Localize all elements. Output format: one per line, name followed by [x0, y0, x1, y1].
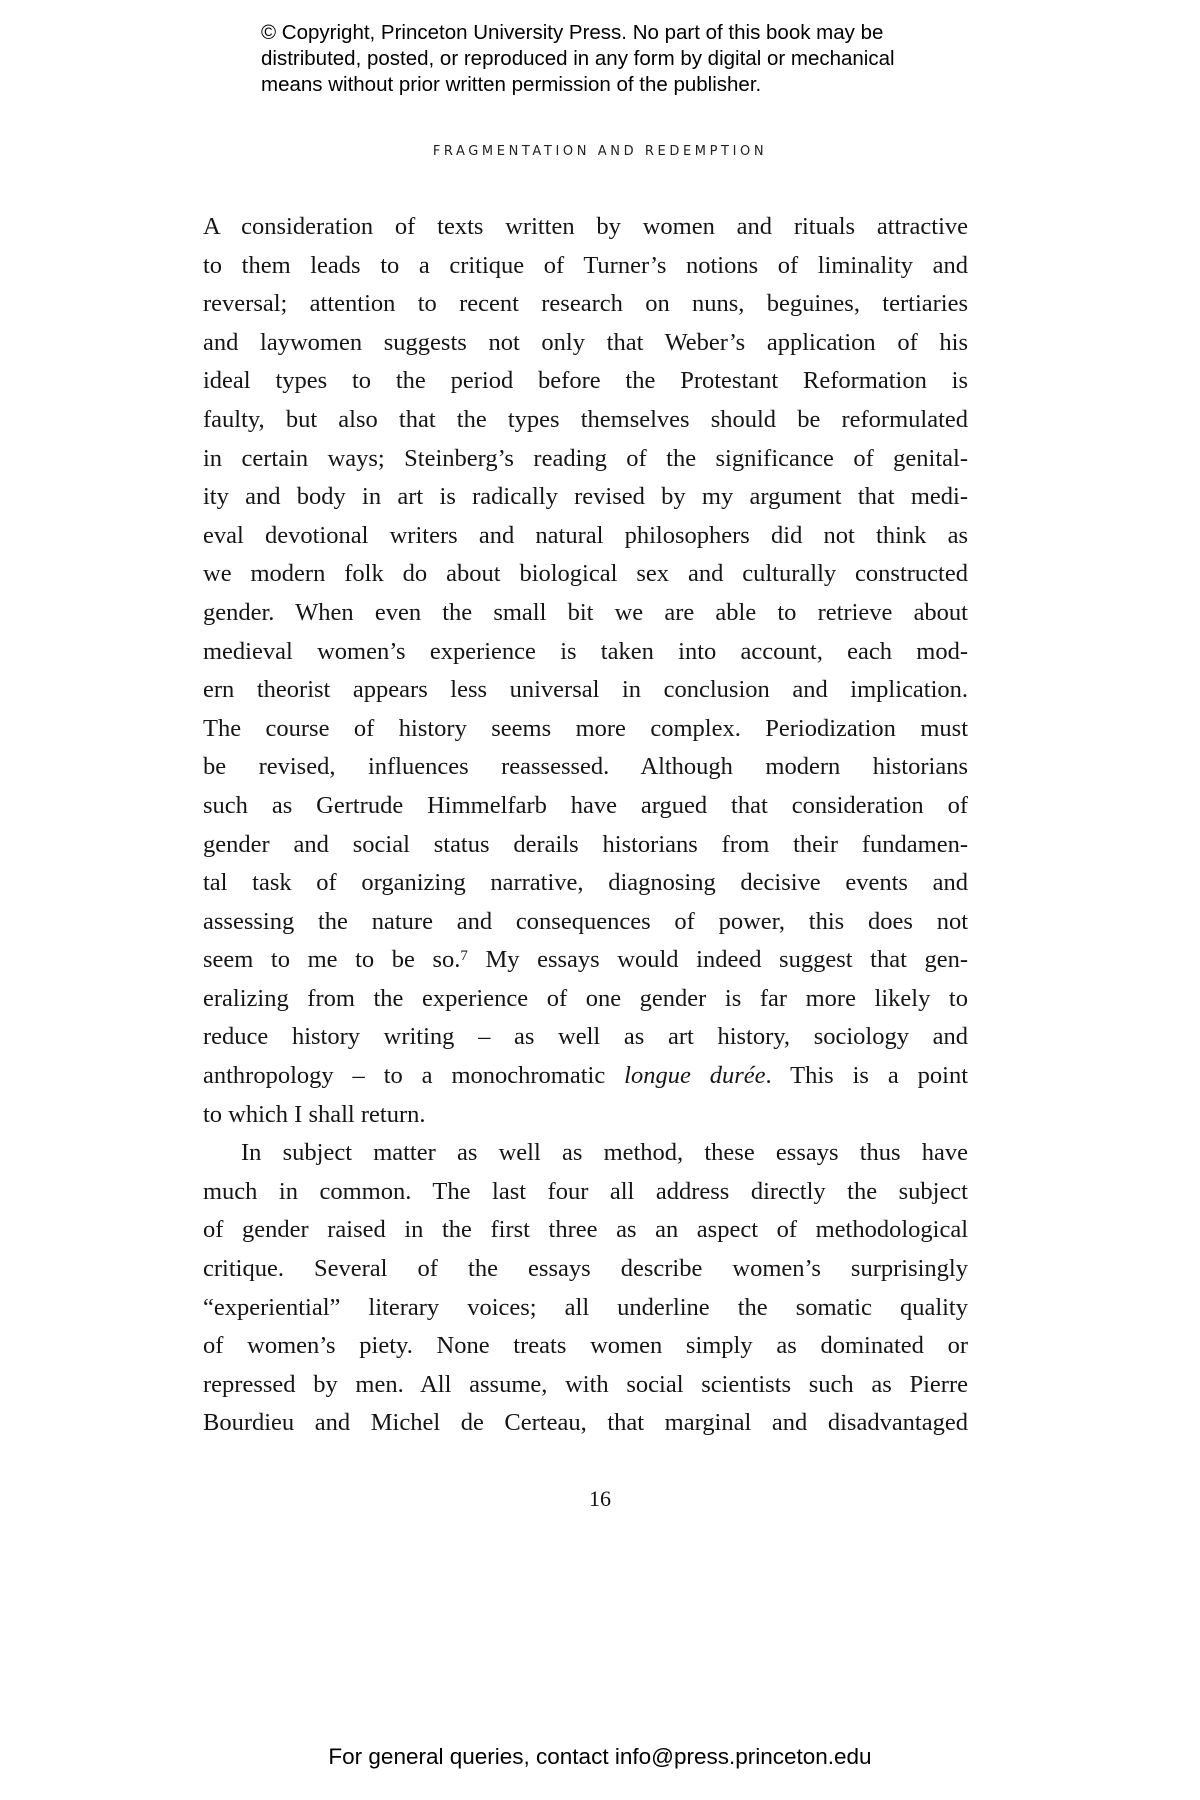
body-line: [203, 1057, 968, 1096]
body-line: we modern folk do about biological sex and culturally constructed: [203, 560, 968, 588]
body-line: Bourdieu and Michel de Certeau, that marginal and disadvantaged: [203, 1409, 968, 1437]
body-line: in certain ways; Steinberg’s reading of the significance of genital-: [203, 444, 968, 472]
body-line: much in common. The last four all address directly the subject: [203, 1177, 968, 1205]
body-line: to which I shall return.: [203, 1100, 426, 1128]
body-line: eralizing from the experience of one gender is far more likely to: [203, 984, 968, 1012]
body-line: reduce history writing – as well as art history, sociology and: [203, 1023, 968, 1051]
running-head: FRAGMENTATION AND REDEMPTION: [432, 144, 768, 159]
body-line: In subject matter as well as method, these essays thus have: [241, 1139, 968, 1167]
body-line: to them leads to a critique of Turner’s notions of liminality and: [203, 251, 968, 279]
page-number: 16: [589, 1486, 611, 1511]
text-segment: My essays would indeed suggest that gen-: [467, 946, 968, 974]
footer-contact: For general queries, contact info@press.princeton.edu: [328, 1744, 872, 1769]
body-line: assessing the nature and consequences of power, this does not: [203, 907, 968, 935]
body-line: repressed by men. All assume, with social scientists such as Pierre: [203, 1370, 968, 1398]
copyright-notice: [261, 20, 895, 98]
body-line: critique. Several of the essays describe women’s surprisingly: [203, 1255, 968, 1283]
body-line: ity and body in art is radically revised by my argument that medi-: [203, 483, 968, 511]
body-line: of gender raised in the first three as an aspect of methodological: [203, 1216, 968, 1244]
body-line: “experiential” literary voices; all underline the somatic quality: [203, 1293, 968, 1321]
footnote-marker: 7: [460, 948, 468, 965]
body-text: [203, 208, 968, 1443]
italic-text: longue durée: [624, 1062, 766, 1090]
body-line: of women’s piety. None treats women simply as dominated or: [203, 1332, 968, 1360]
body-line: A consideration of texts written by women and rituals attractive: [203, 213, 968, 240]
body-line: ideal types to the period before the Protestant Reformation is: [203, 367, 968, 395]
body-line: The course of history seems more complex. Periodization must: [203, 714, 968, 742]
text-segment: anthropology – to a monochromatic: [203, 1062, 625, 1090]
text-segment: . This is a point: [765, 1062, 968, 1090]
body-line: faulty, but also that the types themselves should be reformulated: [203, 405, 968, 433]
body-line: ern theorist appears less universal in conclusion and implication.: [203, 676, 968, 704]
body-line: gender and social status derails historians from their fundamen-: [203, 830, 968, 858]
text-segment: seem to me to be so.: [203, 946, 461, 974]
copyright-line: distributed, posted, or reproduced in any form by digital or mechanical: [261, 47, 895, 70]
body-line: tal task of organizing narrative, diagnosing decisive events and: [203, 869, 968, 897]
body-line: and laywomen suggests not only that Weber’s application of his: [203, 328, 968, 356]
copyright-line: means without prior written permission of the publisher.: [261, 73, 762, 96]
body-line: reversal; attention to recent research on nuns, beguines, tertiaries: [203, 290, 968, 318]
body-line: such as Gertrude Himmelfarb have argued that consideration of: [203, 791, 968, 819]
copyright-line: © Copyright, Princeton University Press. No part of this book may be: [261, 21, 884, 44]
body-line: eval devotional writers and natural philosophers did not think as: [203, 521, 968, 549]
body-line: be revised, influences reassessed. Although modern historians: [203, 753, 968, 781]
body-line: gender. When even the small bit we are able to retrieve about: [203, 598, 968, 626]
body-line: medieval women’s experience is taken into account, each mod-: [203, 637, 968, 665]
body-line: [203, 941, 968, 980]
